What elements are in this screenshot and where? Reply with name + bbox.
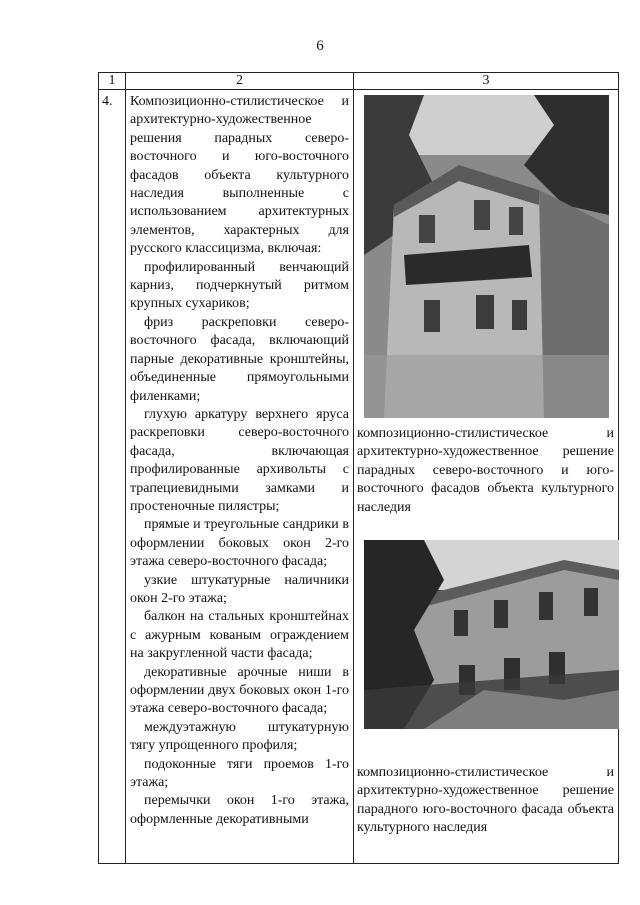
description-intro: Композиционно-стилистическое и архитектурно-художественное решения парадных северо-восточного и юго-восточного фасадов объекта культурного наследия выполненные с использованием архитектурных элементов, характерных для русского классицизма, включая:	[130, 94, 349, 257]
photo-caption-1: композиционно-стилистическое и архитектурно-художественное решение парадных северо-восточного и юго-восточного фасадов объекта культурного наследия	[357, 426, 614, 515]
photo-northeast-facade	[364, 95, 609, 418]
photo-cell	[354, 90, 619, 864]
list-item: декоративные арочные ниши в оформлении двух боковых окон 1-го этажа северо-восточного фасада;	[130, 664, 349, 717]
column-header-2: 2	[126, 73, 354, 90]
table-row	[99, 90, 619, 864]
list-item: междуэтажную штукатурную тягу упрощенного профиля;	[130, 719, 349, 754]
column-header-1: 1	[99, 73, 126, 90]
photo-caption-2: композиционно-стилистическое и архитектурно-художественное решение парадного юго-восточного фасада объекта культурного наследия	[357, 765, 614, 836]
table-header-row	[99, 73, 619, 90]
photo-southeast-facade	[364, 540, 619, 729]
list-item: перемычки окон 1-го этажа, оформленные декоративными	[130, 793, 349, 827]
description-cell	[126, 90, 354, 864]
list-item: прямые и треугольные сандрики в оформлении боковых окон 2-го этажа северо-восточного фасада;	[130, 517, 349, 570]
list-item: глухую аркатуру верхнего яруса раскреповки северо-восточного фасада, включающая профилированные архивольты с трапециевидными замками и простеночные пилястры;	[130, 406, 349, 514]
list-item: фриз раскреповки северо-восточного фасада, включающий парные декоративные кронштейны, объединенные прямоугольными филенками;	[130, 314, 349, 404]
column-header-3: 3	[354, 73, 619, 90]
list-item: подоконные тяги проемов 1-го этажа;	[130, 756, 349, 791]
list-item: балкон на стальных кронштейнах с ажурным кованым ограждением на закругленной части фасада;	[130, 609, 349, 662]
page-number: 6	[316, 38, 324, 54]
list-item: профилированный венчающий карниз, подчеркнутый ритмом крупных сухариков;	[130, 259, 349, 312]
list-item: узкие штукатурные наличники окон 2-го этажа;	[130, 572, 349, 606]
heritage-table	[98, 72, 619, 864]
row-number: 4.	[99, 90, 126, 864]
